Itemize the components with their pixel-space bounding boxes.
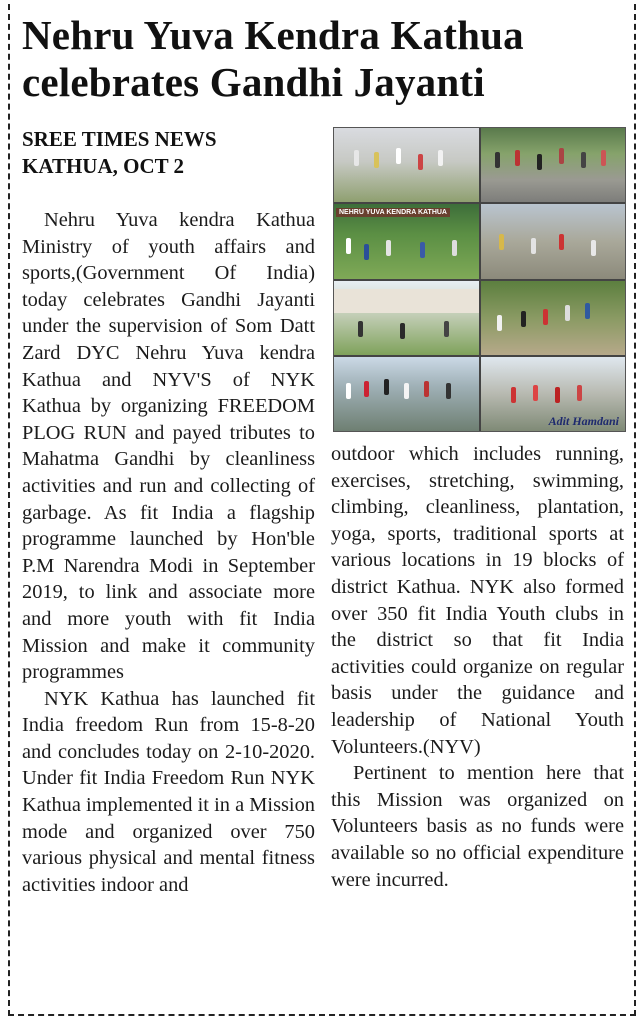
photo-credit: Adit Hamdani (548, 414, 619, 428)
article-column-right (331, 441, 624, 893)
photo-banner: NEHRU YUVA KENDRA KATHUA (336, 208, 450, 217)
photo-tile-mountain-road (481, 357, 626, 431)
article-paragraph: NYK Kathua has launched fit India freedom Run from 15-8-20 and concludes today on 2-10-2020. Under fit India Freedom Run NYK Kathua implemented it in a Mission mode and organized over 750 various physical and mental fitness activities indoor and (22, 687, 315, 896)
byline-source: SREE TIMES NEWS (22, 127, 217, 151)
byline (22, 126, 322, 180)
byline-place-date: KATHUA, OCT 2 (22, 154, 184, 178)
photo-tile-school-yard (334, 281, 479, 355)
photo-tile-group-run (334, 357, 479, 431)
photo-tile-hill-path (481, 281, 626, 355)
headline: Nehru Yuva Kendra Kathua celebrates Gandhi Jayanti (22, 12, 524, 105)
article-paragraph: Nehru Yuva kendra Kathua Ministry of youth affairs and sports,(Government Of India) today celebrates Gandhi Jayanti under the supervision of Som Datt Zard DYC Nehru Yuva kendra Kathua and NYV'S of NYK Kathua by organizing FREEDOM PLOG RUN and payed tributes to Mahatma Gandhi by cleanliness activities and run and collecting of garbage. As fit India a flagship programme launched by Hon'ble P.M Narendra Modi in September 2019, to link and associate more and more youth with fit India Mission and make it community programmes (22, 209, 315, 684)
photo-tile-ceremony (334, 128, 479, 202)
photo-collage (333, 127, 626, 432)
photo-tile-cleanliness (481, 204, 626, 278)
photo-tile-road-run (481, 128, 626, 202)
article-paragraph: Pertinent to mention here that this Mission was organized on Volunteers basis as no funds were available so no official expenditure were incurred. (331, 762, 624, 891)
article-column-left (22, 207, 315, 898)
article-paragraph-continued: outdoor which includes running, exercises, stretching, swimming, climbing, cleanliness, plantation, yoga, sports, traditional sports at various locations in 19 blocks of district Kathua. NYK also formed over 350 fit India Youth clubs in the district so that fit India activities could organize on regular basis under the guidance and leadership of National Youth Volunteers.(NYV) (331, 443, 624, 758)
photo-tile-field-exercise (334, 204, 479, 278)
